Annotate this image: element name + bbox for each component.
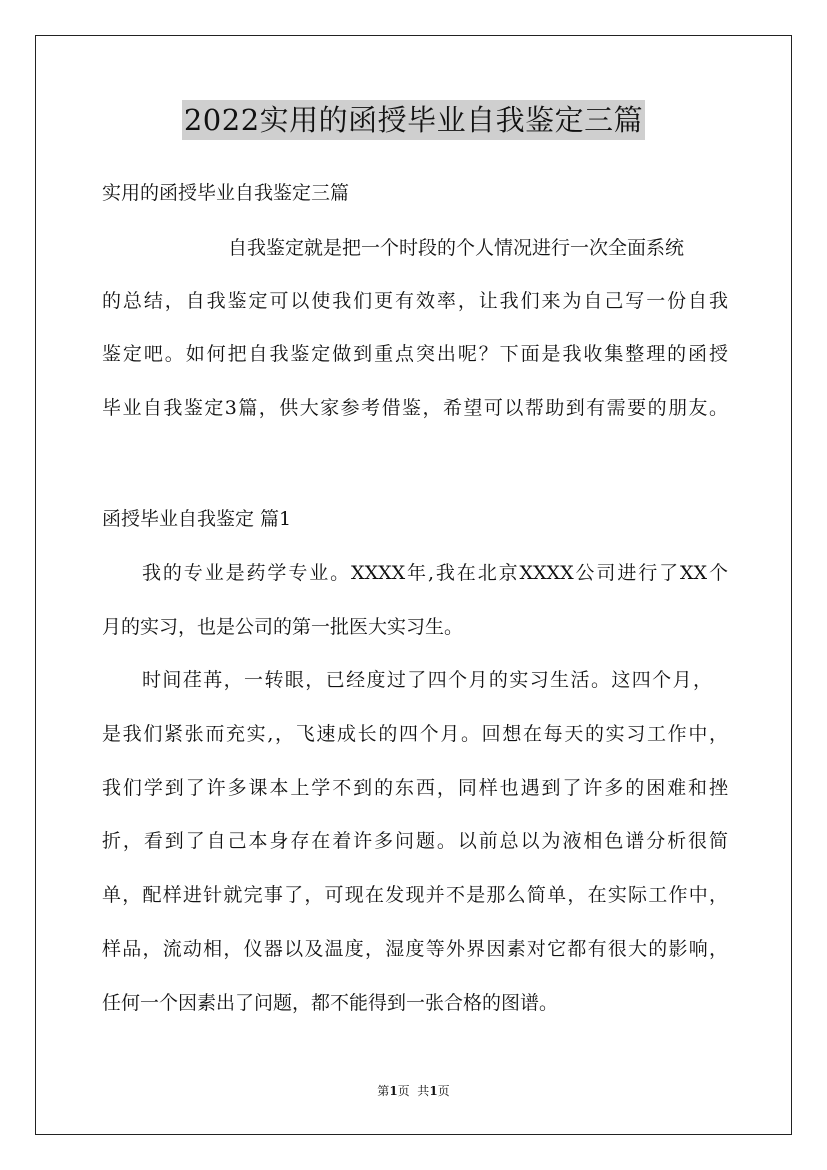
paragraph-line: 月的实习，也是公司的第一批医大实习生。	[102, 616, 464, 638]
paragraph-line: 样品，流动相，仪器以及温度，湿度等外界因素对它都有很大的影响，	[102, 938, 728, 960]
footer-current-page: 1	[389, 1084, 398, 1098]
intro-line: 毕业自我鉴定3篇，供大家参考借鉴，希望可以帮助到有需要的朋友。	[102, 397, 728, 419]
footer-suffix: 页	[437, 1084, 450, 1098]
footer-prefix: 第	[377, 1084, 390, 1098]
document-subtitle: 实用的函授毕业自我鉴定三篇	[102, 182, 350, 204]
paragraph-line: 折，看到了自己本身存在着许多问题。以前总以为液相色谱分析很简	[102, 830, 728, 852]
intro-line: 自我鉴定就是把一个时段的个人情况进行一次全面系统	[228, 237, 685, 259]
title-container	[0, 100, 827, 140]
paragraph-line: 任何一个因素出了问题，都不能得到一张合格的图谱。	[102, 992, 559, 1014]
footer-total-pages: 1	[429, 1084, 438, 1098]
intro-line: 鉴定吧。如何把自我鉴定做到重点突出呢？下面是我收集整理的函授	[102, 343, 728, 365]
document-title: 2022实用的函授毕业自我鉴定三篇	[182, 100, 645, 140]
section-heading: 函授毕业自我鉴定 篇1	[102, 508, 292, 530]
page-footer	[0, 1083, 827, 1099]
paragraph-line: 是我们紧张而充实,，飞速成长的四个月。回想在每天的实习工作中，	[102, 723, 728, 745]
paragraph-line: 单，配样进针就完事了，可现在发现并不是那么简单，在实际工作中，	[102, 884, 728, 906]
paragraph-line: 我们学到了许多课本上学不到的东西，同样也遇到了许多的困难和挫	[102, 777, 728, 799]
footer-mid: 页 共	[397, 1084, 430, 1098]
paragraph-line: 我的专业是药学专业。XXXX年,我在北京XXXX公司进行了XX个	[142, 562, 728, 584]
paragraph-line: 时间荏苒，一转眼，已经度过了四个月的实习生活。这四个月，	[142, 669, 712, 691]
intro-line: 的总结，自我鉴定可以使我们更有效率，让我们来为自己写一份自我	[102, 290, 728, 312]
